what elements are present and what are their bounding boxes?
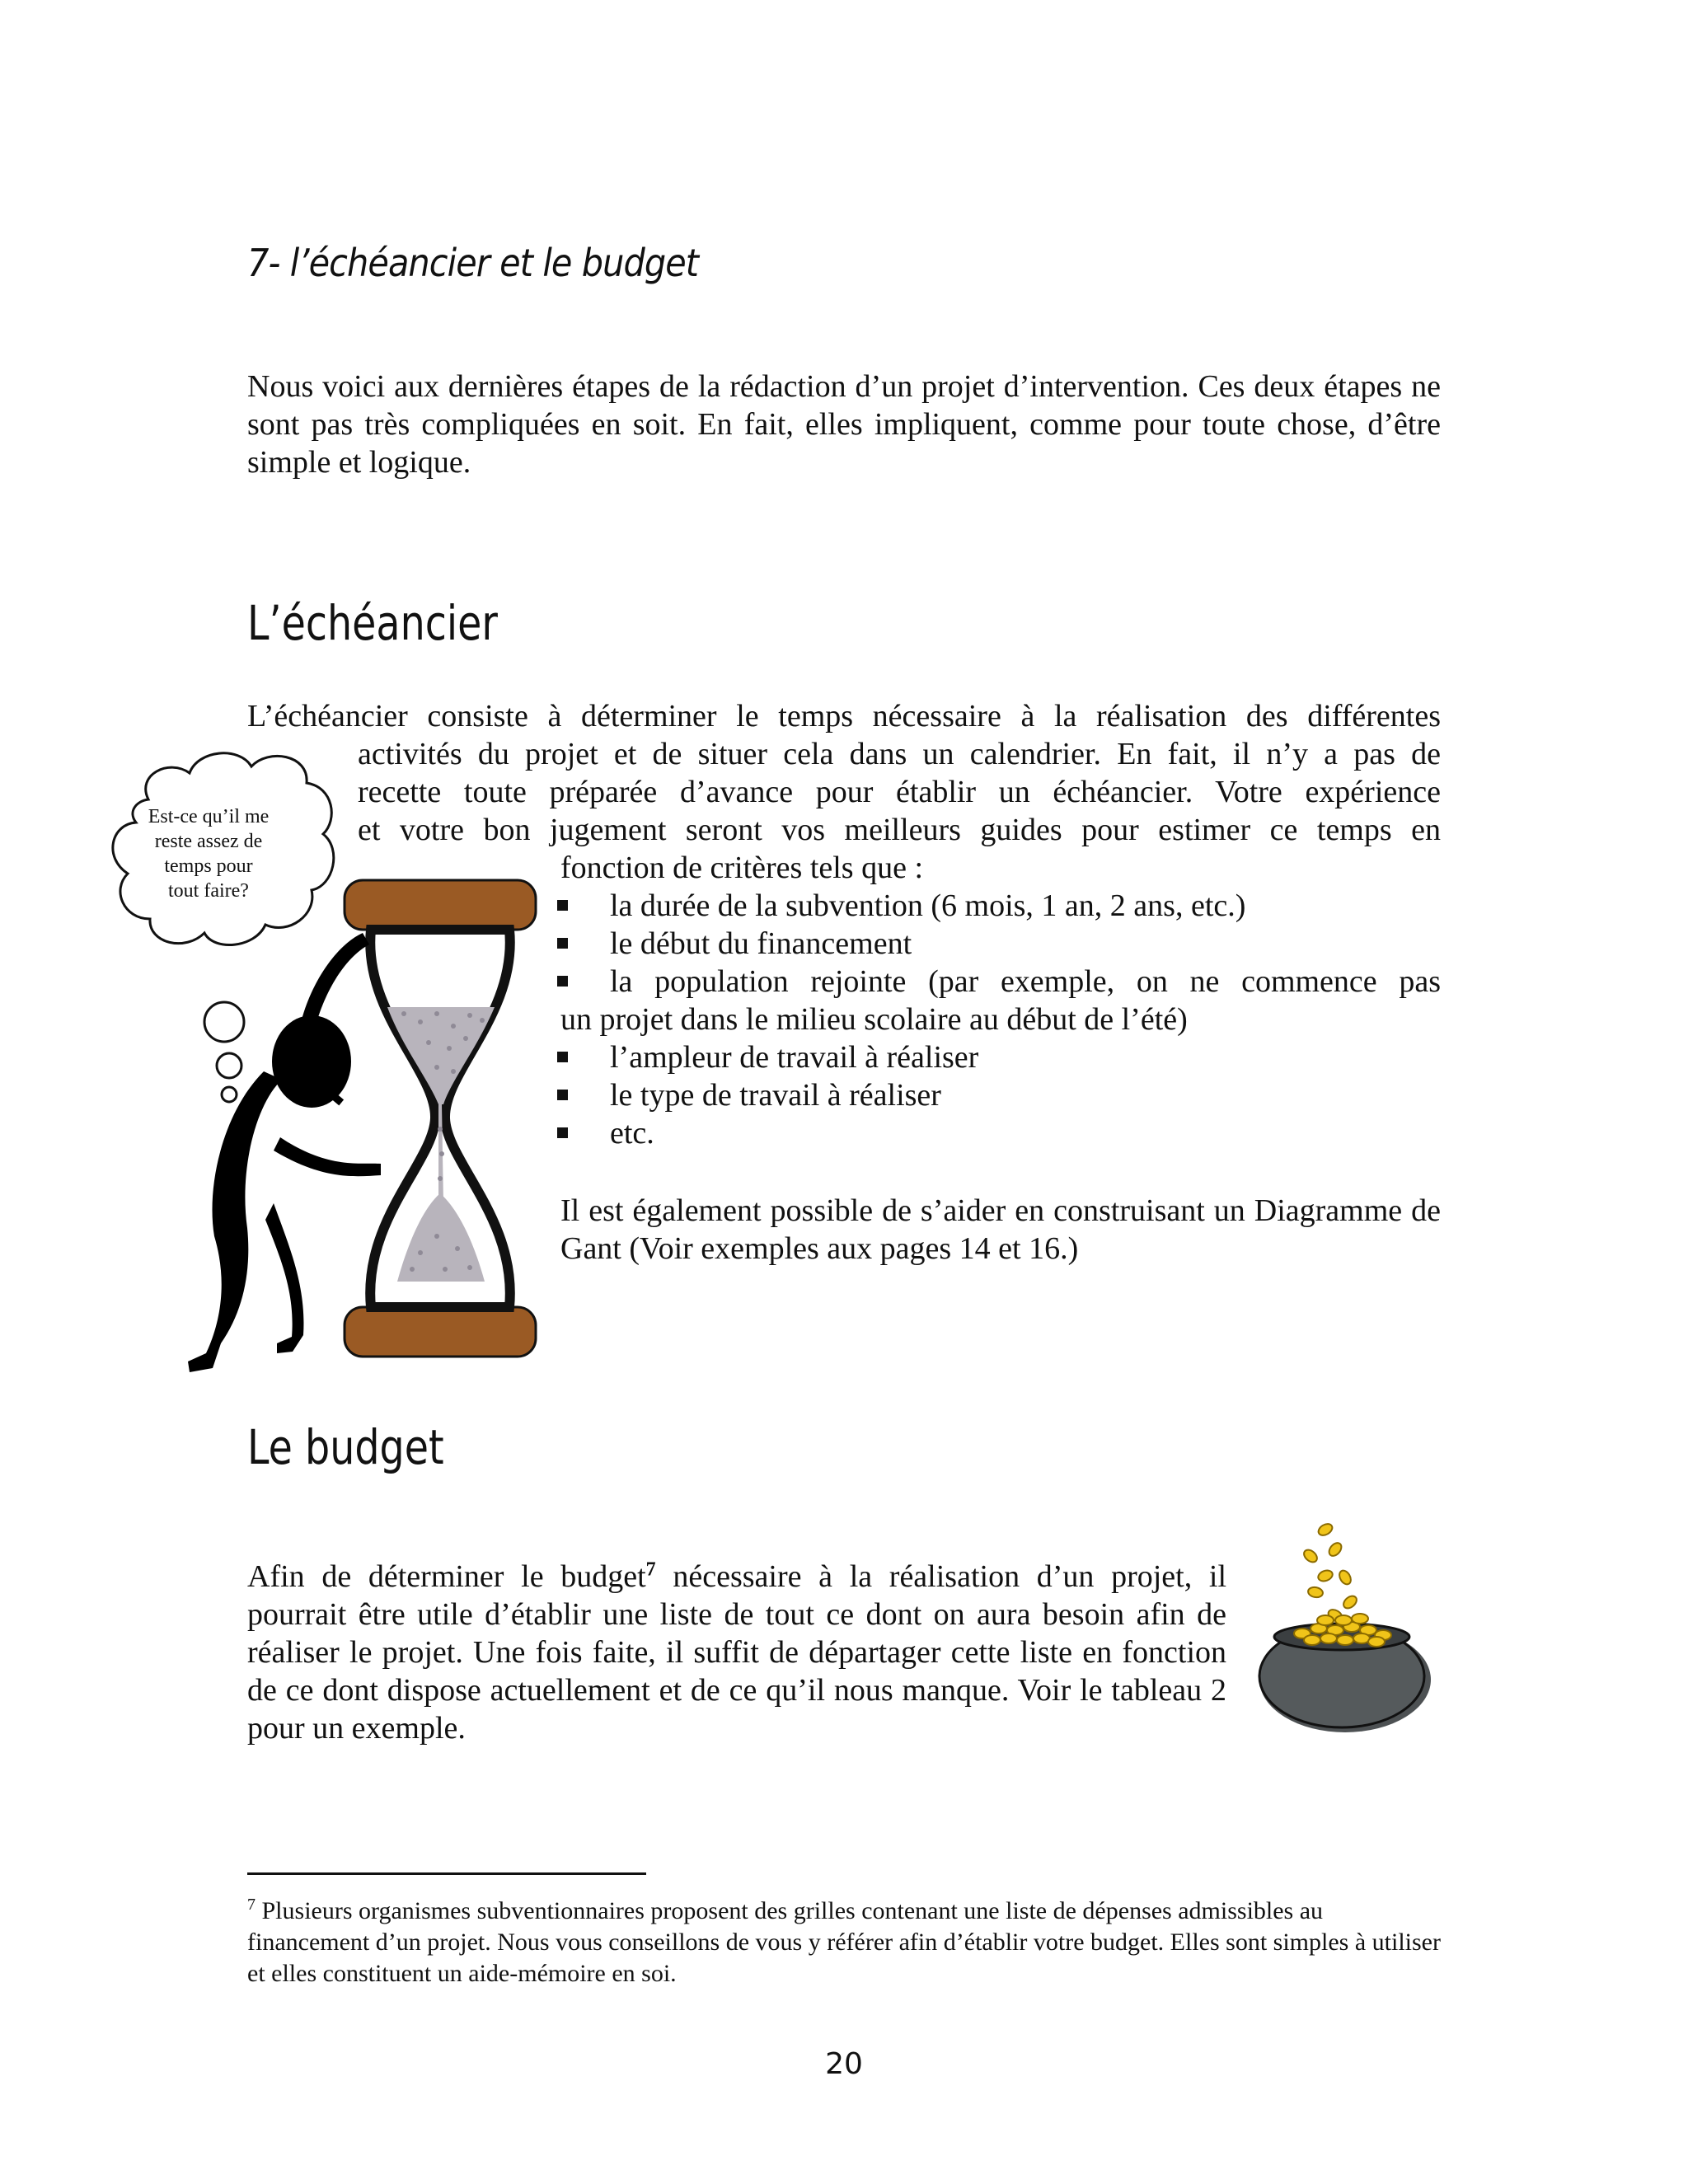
list-item: le début du financement <box>560 925 1441 963</box>
bullet-square-icon <box>557 938 568 949</box>
pot-icon <box>1259 1614 1431 1732</box>
list-item: l’ampleur de travail à réaliser <box>560 1038 1441 1076</box>
footnote <box>247 1889 1441 1990</box>
footnote-divider <box>247 1872 646 1875</box>
criteria-list <box>560 887 1441 1152</box>
thought-bubble-text: Est-ce qu’il me reste assez de temps pour tout faire? <box>148 806 270 902</box>
bullet-square-icon <box>557 976 568 987</box>
echeancier-line-1: L’échéancier consiste à déterminer le temps nécessaire à la réalisation des différentes <box>247 699 1441 733</box>
bullet-square-icon <box>557 900 568 911</box>
stick-figure-icon <box>188 933 381 1372</box>
list-item: le type de travail à réaliser <box>560 1076 1441 1114</box>
bullet-square-icon <box>557 1127 568 1138</box>
footnote-reference[interactable]: 7 <box>645 1558 656 1581</box>
budget-heading: Le budget <box>247 1419 444 1475</box>
list-item: la population rejointe (par exemple, on ne commence pas un projet dans le milieu scolaire au début de l’été) <box>560 963 1441 1038</box>
echeancier-line-5: fonction de critères tels que : <box>560 851 924 885</box>
bullet-square-icon <box>557 1052 568 1062</box>
pot-of-gold-illustration <box>1253 1516 1442 1739</box>
hourglass-icon <box>345 880 536 1357</box>
list-item: la durée de la subvention (6 mois, 1 an, 2 ans, etc.) <box>560 887 1441 925</box>
falling-coins-icon <box>1301 1521 1359 1623</box>
footnote-number: 7 <box>247 1896 256 1914</box>
echeancier-line-2: activités du projet et de situer cela dans un calendrier. En fait, il n’y a pas de <box>358 737 1441 771</box>
budget-paragraph: Afin de déterminer le budget$^7$ nécessaire à la réalisation d’un projet, il pourrait être utile d’établir une liste de tout ce dont on aura besoin afin de réaliser le projet. Une fois faite, il suffit de départager cette liste en fonction de ce dont dispose actuellement et de ce qu’il nous manque. Voir le tableau 2 pour un exemple. <box>247 1558 1227 1746</box>
bullet-square-icon <box>557 1090 568 1100</box>
gant-paragraph: Il est également possible de s’aider en construisant un Diagramme de Gant (Voir exemples aux pages 14 et 16.) <box>560 1193 1441 1266</box>
echeancier-heading: L’échéancier <box>247 595 498 651</box>
section-title: 7- l’échéancier et le budget <box>247 241 699 285</box>
footnote-text: Plusieurs organismes subventionnaires proposent des grilles contenant une liste de dépenses admissibles au financement d’un projet. Nous vous conseillons de vous y référer afin d’établir votre budget. Elles sont simples à utiliser et elles constituent un aide-mémoire en soi. <box>247 1897 1441 1987</box>
list-item: etc. <box>560 1114 1441 1152</box>
page-number: 20 <box>825 2047 863 2081</box>
echeancier-line-3: recette toute préparée d’avance pour établir un échéancier. Votre expérience <box>358 775 1441 809</box>
intro-paragraph: Nous voici aux dernières étapes de la rédaction d’un projet d’intervention. Ces deux étapes ne sont pas très compliquées en soit. En fait, elles impliquent, comme pour toute chose, d’être simple et logique. <box>247 369 1441 480</box>
echeancier-line-4: et votre bon jugement seront vos meilleurs guides pour estimer ce temps en <box>358 813 1441 847</box>
